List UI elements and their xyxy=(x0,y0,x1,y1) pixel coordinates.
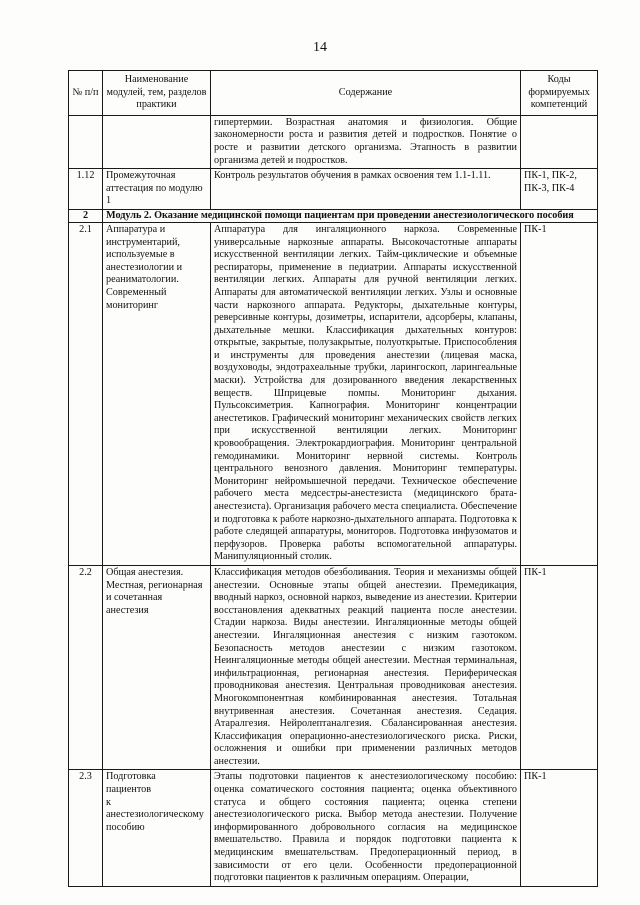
continuation-codes xyxy=(521,115,598,168)
page-number: 14 xyxy=(313,40,327,55)
header-content: Содержание xyxy=(211,71,521,116)
table-row-2-2 xyxy=(69,565,598,770)
table-row-2-1 xyxy=(69,222,598,565)
continuation-num xyxy=(69,115,103,168)
row-2-3-name-line: пособию xyxy=(106,821,145,833)
table-row-2-3 xyxy=(69,770,598,886)
module-2-row xyxy=(69,209,598,222)
row-1-12-num: 1.12 xyxy=(69,169,103,210)
table-row-continuation xyxy=(69,115,598,168)
row-2-3-name-line: анестезиологическому xyxy=(106,809,204,821)
row-2-1-codes: ПК-1 xyxy=(521,222,598,565)
row-2-3-name-line: к xyxy=(106,796,111,808)
row-2-2-content: Классификация методов обезболивания. Теория и механизмы общей анестезии. Основные этапы общей анестезии. Премедикация, вводный наркоз, основной наркоз, выведение из анестезии. Критерии восстановления адекватных реакций пациента после анестезии. Стадии наркоза. Виды анестезии. Ингаляционные методы общей анестезии. Ингаляционная анестезия с низким газотоком. Безопасность методов анестезии с низким газотоком. Неингаляционные методы общей анестезии. Местная терминальная, инфильтрационная, регионарная анестезия. Периферическая проводниковая анестезия. Центральная проводниковая анестезия. Многокомпонентная комбинированная анестезия. Тотальная внутривенная анестезия. Сочетанная анестезия. Седация. Атаралгезия. Нейролептаналгезия. Сбалансированная анестезия. Классификация операционно-анестезиологического риска. Риски, осложнения и ошибки при применении различных методов анестезии. xyxy=(211,565,521,770)
header-codes: Коды формируемых компетенций xyxy=(521,71,598,116)
row-1-12-content: Контроль результатов обучения в рамках освоения тем 1.1-1.11. xyxy=(211,169,521,210)
row-2-3-content: Этапы подготовки пациентов к анестезиологическому пособию: оценка соматического состояния пациента; оценка объективного статуса и общего состояния пациента; оценка степени анестезиологического риска. Выбор метода анестезии. Получение информированного добровольного согласия на медицинское вмешательство. Правила и порядок подготовки пациента к медицинским вмешательствам. Предоперационный период, в зависимости от его цели. Особенности предоперационной подготовки пациентов к различным операциям. Операции, xyxy=(211,770,521,886)
row-2-3-codes: ПК-1 xyxy=(521,770,598,886)
row-1-12-name: Промежуточная аттестация по модулю 1 xyxy=(103,169,211,210)
row-2-3-name-line: пациентов xyxy=(106,784,152,796)
curriculum-table xyxy=(68,70,598,887)
row-1-12-codes: ПК-1, ПК-2, ПК-3, ПК-4 xyxy=(521,169,598,210)
row-2-2-name: Общая анестезия. Местная, регионарная и сочетанная анестезия xyxy=(103,565,211,770)
row-2-1-name: Аппаратура и инструментарий, используемые в анестезиологии и реаниматологии. Современный мониторинг xyxy=(103,222,211,565)
header-name: Наименование модулей, тем, разделов практики xyxy=(103,71,211,116)
row-2-1-num: 2.1 xyxy=(69,222,103,565)
row-2-2-num: 2.2 xyxy=(69,565,103,770)
header-num: № п/п xyxy=(69,71,103,116)
module-2-title: Модуль 2. Оказание медицинской помощи пациентам при проведении анестезиологического пособия xyxy=(103,209,598,222)
table-row-1-12 xyxy=(69,169,598,210)
row-2-3-name xyxy=(103,770,211,886)
table-header-row xyxy=(69,71,598,116)
row-2-1-content: Аппаратура для ингаляционного наркоза. Современные универсальные наркозные аппараты. Высокочастотные аппараты искусственной вентиляции легких. Тайм-циклические и объемные респираторы, применение в педиатрии. Аппараты искусственной вентиляции легких. Аппараты для ручной вентиляции легких. Аппараты для автоматической вентиляции легких. Узлы и основные части наркозного аппарата. Редукторы, дыхательные контуры, реверсивные контуры, дозиметры, испарители, адсорберы, клапаны, дыхательные мешки. Классификация дыхательных контуров: открытые, закрытые, полузакрытые, полуоткрытые. Приспособления и инструменты для проведения анестезии (лицевая маска, воздуховоды, эндотрахеальные трубки, ларингоскоп, ларингеальные маски). Устройства для дозированного введения лекарственных веществ. Шприцевые помпы. Мониторинг дыхания. Пульсоксиметрия. Капнография. Мониторинг концентрации анестетиков. Графический мониторинг механических свойств легких при искусственной вентиляции легких. Мониторинг кровообращения. Электрокардиография. Мониторинг центральной гемодинамики. Мониторинг нервной системы. Контроль центрального венозного давления. Мониторинг температуры. Мониторинг нейромышечной передачи. Техническое обеспечение рабочего места медсестры-анестезиста (медицинского брата-анестезиста). Организация рабочего места специалиста. Обеспечение и подготовка к работе наркозно-дыхательного аппарата. Подготовка к работе следящей аппаратуры, мониторов. Подготовка инфузоматов и перфузоров. Проверка работы вспомогательной аппаратуры. Манипуляционный столик. xyxy=(211,222,521,565)
module-2-num: 2 xyxy=(69,209,103,222)
row-2-3-name-line: Подготовка xyxy=(106,771,156,783)
row-2-3-num: 2.3 xyxy=(69,770,103,886)
continuation-name xyxy=(103,115,211,168)
row-2-2-codes: ПК-1 xyxy=(521,565,598,770)
continuation-content: гипертермии. Возрастная анатомия и физиология. Общие закономерности роста и развития детей и подростков. Понятие о росте и развитии детского организма. Этапность в развитии организма детей и подростков. xyxy=(211,115,521,168)
